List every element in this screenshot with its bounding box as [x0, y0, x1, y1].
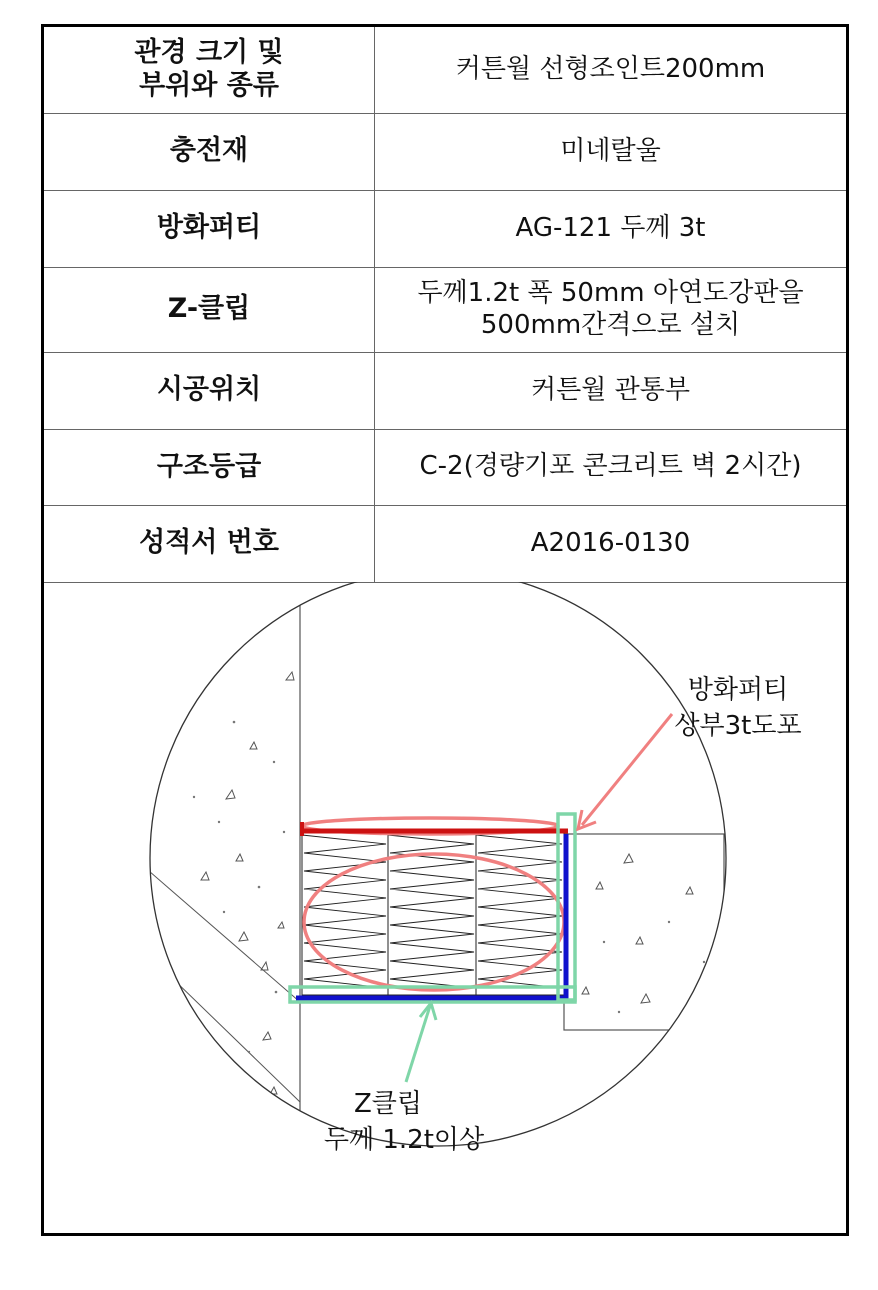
- row-label-location: 시공위치: [44, 352, 375, 429]
- row-value-size-type: 커튼월 선형조인트200mm: [375, 27, 847, 113]
- table-row: [44, 352, 846, 429]
- zclip-leader-arrow: [406, 1003, 436, 1082]
- putty-callout-line2: 상부3t도포: [674, 711, 802, 741]
- document-frame: [41, 24, 849, 1236]
- table-row: [44, 429, 846, 505]
- row-label-zclip: Z-클립: [44, 267, 375, 352]
- row-label-putty: 방화퍼티: [44, 190, 375, 267]
- row-label-grade: 구조등급: [44, 429, 375, 505]
- table-row: [44, 267, 846, 352]
- putty-callout-line1: 방화퍼티: [687, 675, 789, 705]
- table-row: [44, 113, 846, 190]
- table-row: [44, 27, 846, 113]
- row-value-filler: 미네랄울: [375, 113, 847, 190]
- table-row: [44, 190, 846, 267]
- row-value-grade: C-2(경량기포 콘크리트 벽 2시간): [375, 429, 847, 505]
- row-label-size-type: 관경 크기 및 부위와 종류: [44, 27, 375, 113]
- table-row: [44, 505, 846, 582]
- row-label-filler: 충전재: [44, 113, 375, 190]
- row-value-zclip: 두께1.2t 폭 50mm 아연도강판을 500mm간격으로 설치: [375, 267, 847, 352]
- zclip-callout-line1: Z클립: [353, 1089, 423, 1119]
- putty-leader-arrow: [578, 714, 672, 829]
- section-detail-drawing: [44, 582, 846, 1233]
- row-value-report-no: A2016-0130: [375, 505, 847, 582]
- spec-table: [44, 27, 846, 583]
- row-value-putty: AG-121 두께 3t: [375, 190, 847, 267]
- row-label-report-no: 성적서 번호: [44, 505, 375, 582]
- row-value-location: 커튼월 관통부: [375, 352, 847, 429]
- zclip-callout-line2: 두께 1.2t이상: [323, 1125, 485, 1155]
